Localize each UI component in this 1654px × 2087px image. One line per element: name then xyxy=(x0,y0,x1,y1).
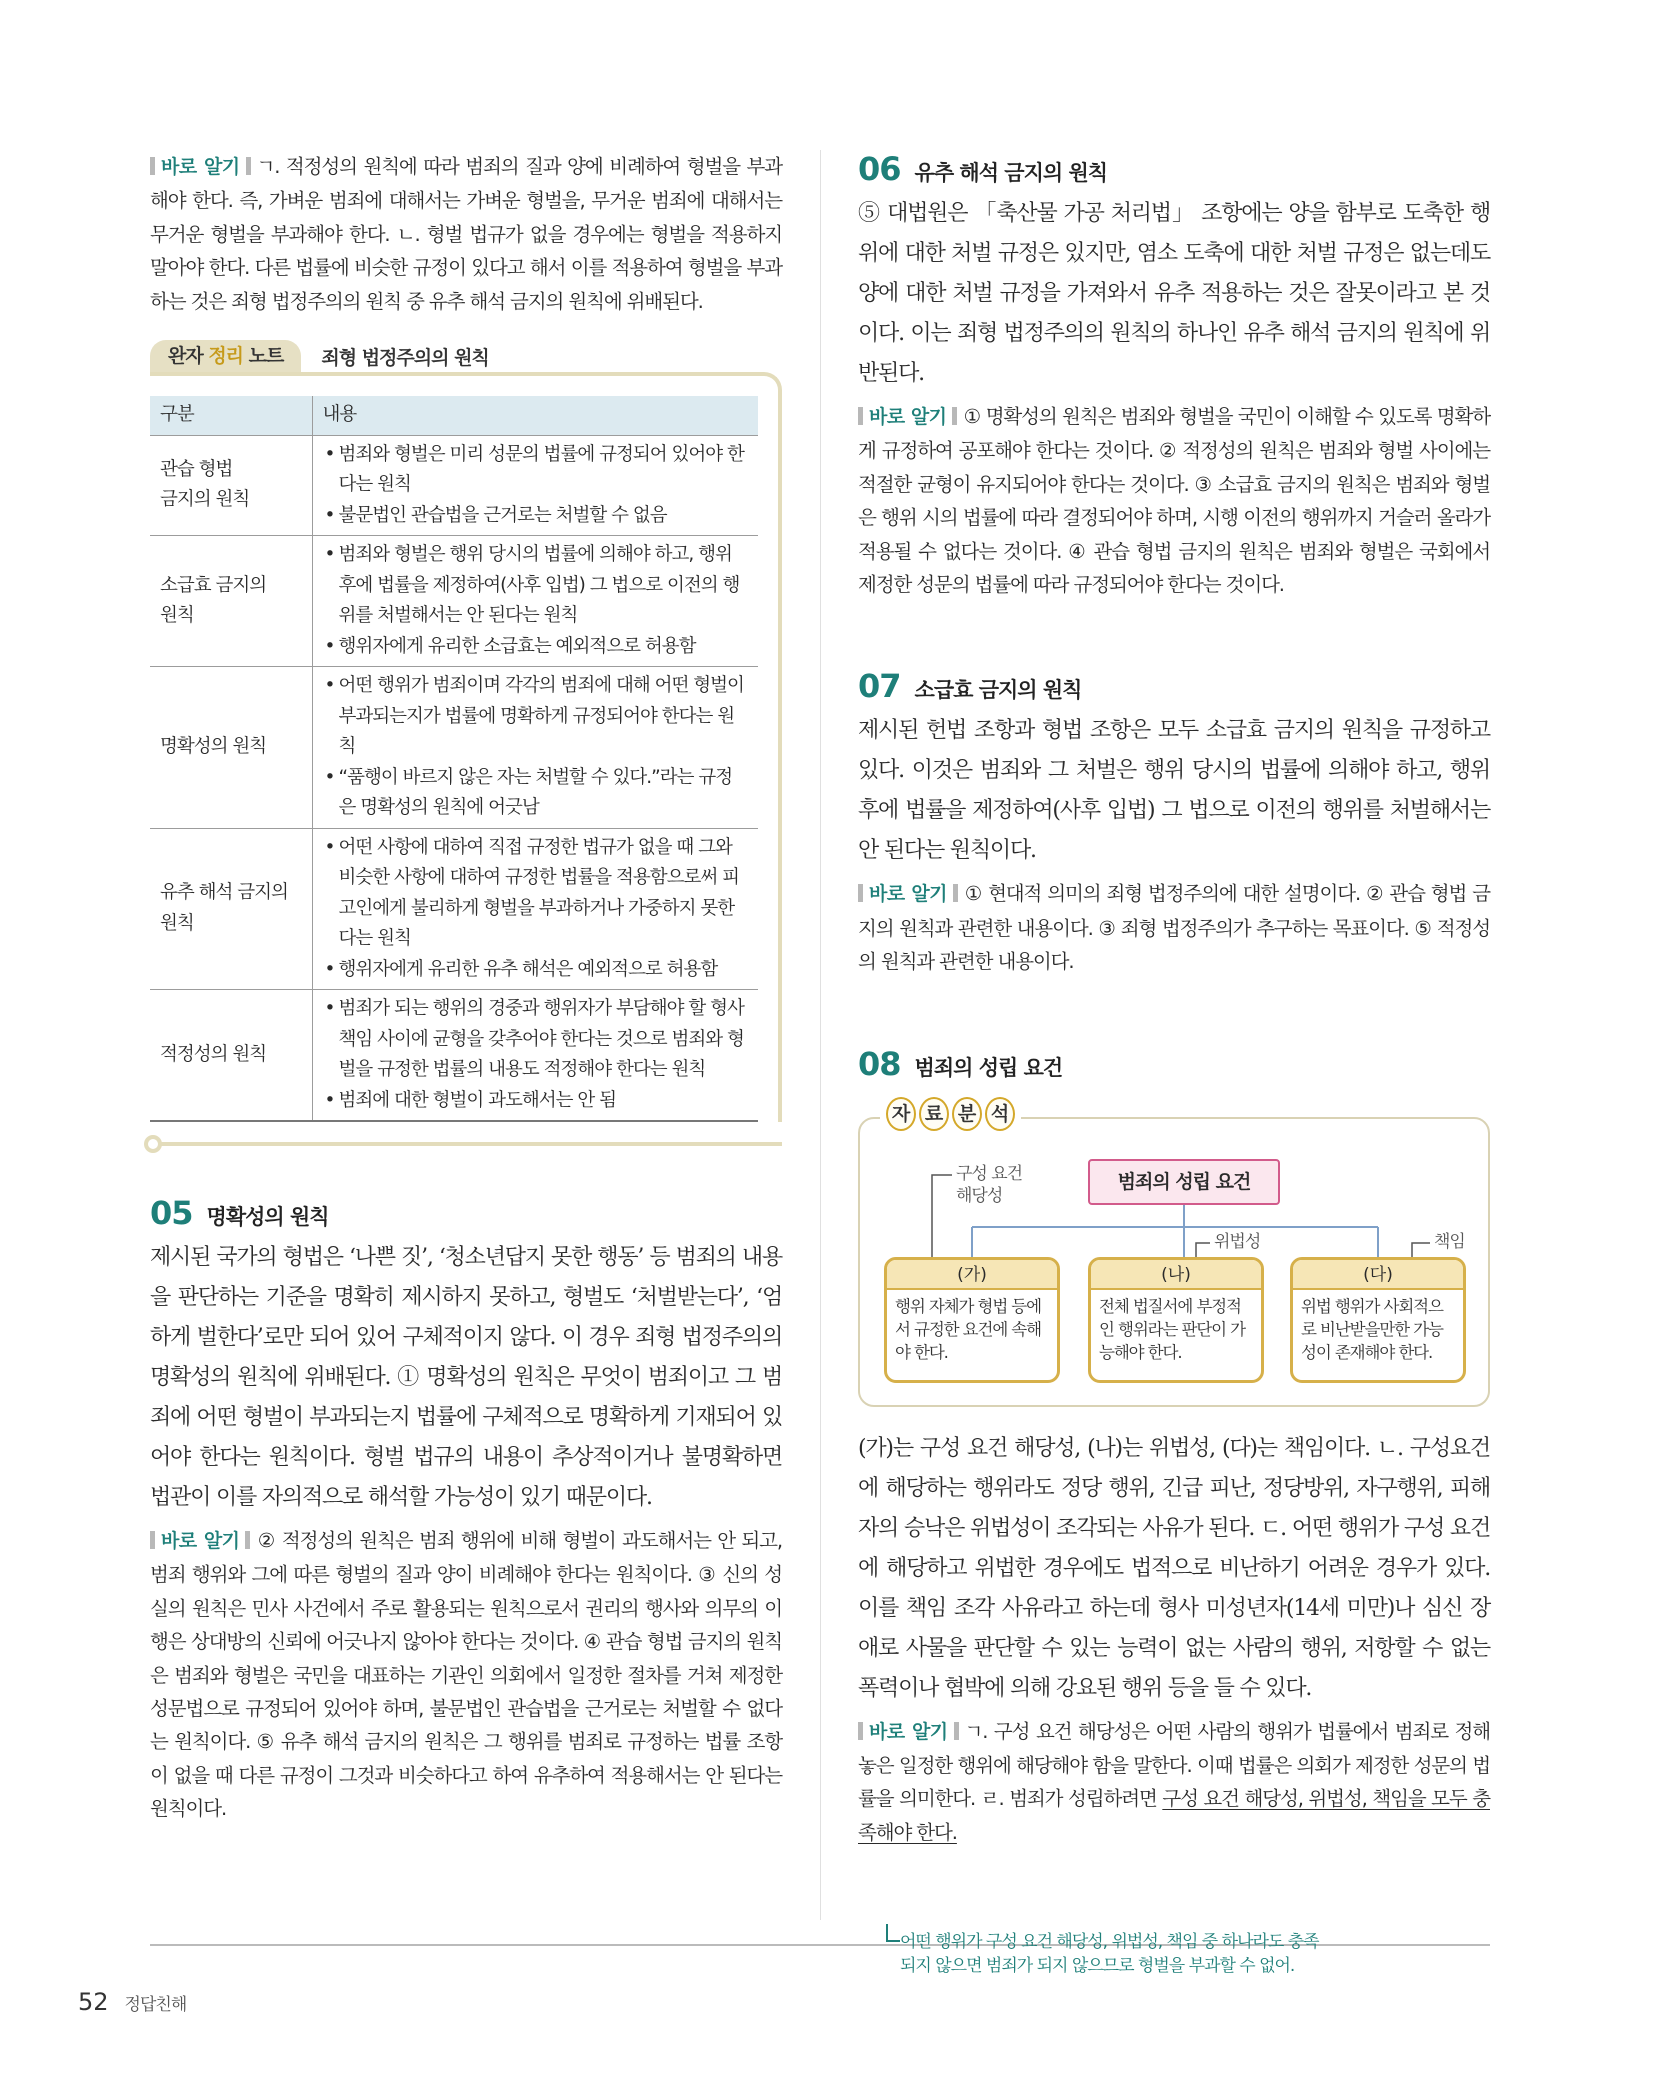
note-end-circle-icon xyxy=(144,1135,162,1153)
card-head: (나) xyxy=(1091,1260,1261,1290)
list-item: • 범죄와 형벌은 행위 당시의 법률에 의해야 하고, 행위 후에 법률을 제정하여(사후 입법) 그 법으로 이전의 행위를 처벌해서는 안 된다는 원칙 xyxy=(323,540,749,632)
principle-name: 명확성의 원칙 xyxy=(150,667,312,829)
label-char: 분 xyxy=(952,1097,982,1131)
right-column xyxy=(858,150,1490,1849)
content-list xyxy=(323,671,749,824)
label-char: 자 xyxy=(886,1097,916,1131)
card-a xyxy=(884,1257,1060,1383)
table-row xyxy=(150,990,758,1122)
content-list xyxy=(323,540,749,662)
section-body: 제시된 국가의 형법은 ‘나쁜 짓’, ‘청소년답지 못한 행동’ 등 범죄의 내용을 판단하는 기준을 명확히 제시하지 못하고, 형벌도 ‘처벌받는다’, ‘엄하게 벌한다’로만 되어 있어 구체적이지 않다. 이 경우 죄형 법정주의의 명확성의 원칙에 위배된다. ① 명확성의 원칙은 무엇이 범죄이고 그 범죄에 어떤 형벌이 부과되는지 법률에 구체적으로 명확하게 기재되어 있어야 한다는 원칙이다. 형벌 법규의 내용이 추상적이거나 불명확하면 법관이 이를 자의적으로 해석할 가능성이 있기 때문이다. xyxy=(150,1245,782,1511)
principle-name: 유추 해석 금지의 원칙 xyxy=(150,828,312,990)
principle-name: 관습 형법 금지의 원칙 xyxy=(150,435,312,536)
check-badge: 바로 알기 xyxy=(858,1721,965,1743)
section-number: 06 xyxy=(858,150,901,188)
section-number: 05 xyxy=(150,1194,193,1233)
intro-check-paragraph: 바로 알기 ㄱ. 적정성의 원칙에 따라 범죄의 질과 양에 비례하여 형벌을 부과해야 한다. 즉, 가벼운 범죄에 대해서는 가벼운 형벌을, 무거운 범죄에 대해서는 무거운 형벌을 부과해야 한다. ㄴ. 형벌 법규가 없을 경우에는 형벌을 적용하지 말아야 한다. 다른 법률에 비슷한 규정이 있다고 해서 이를 적용하여 형벌을 부과하는 것은 죄형 법정주의의 원칙 중 유추 해석 금지의 원칙에 위배된다. xyxy=(150,155,782,313)
table-row xyxy=(150,536,758,667)
section-body: 제시된 헌법 조항과 형법 조항은 모두 소급효 금지의 원칙을 규정하고 있다. 이것은 범죄와 그 처벌은 행위 당시의 법률에 의해야 하고, 행위 후에 법률을 제정하여(사후 입법) 그 법으로 이전의 행위를 처벌해서는 안 된다는 원칙이다. xyxy=(858,718,1490,864)
principle-content xyxy=(312,435,758,536)
check-badge: 바로 알기 xyxy=(858,883,964,905)
principle-name: 적정성의 원칙 xyxy=(150,990,312,1122)
section-07 xyxy=(858,667,1490,978)
list-item: • 어떤 행위가 범죄이며 각각의 범죄에 대해 어떤 형벌이 부과되는지가 법률에 명확하게 규정되어야 한다는 원칙 xyxy=(323,671,749,763)
table-row xyxy=(150,435,758,536)
section-check: 바로 알기 ② 적정성의 원칙은 범죄 행위에 비해 형벌이 과도해서는 안 되고, 범죄 행위와 그에 따른 형벌의 질과 양이 비례해야 한다는 원칙이다. ③ 신의 성실의 원칙은 민사 사건에서 주로 활용되는 원칙으로서 권리의 행사와 의무의 이행은 상대방의 신뢰에 어긋나지 않아야 한다는 것이다. ④ 관습 형법 금지의 원칙은 범죄와 형벌은 국민을 대표하는 기관인 의회에서 일정한 절차를 거쳐 제정한 성문법으로 규정되어 있어야 하며, 불문법인 관습법을 근거로는 처벌할 수 없다는 원칙이다. ⑤ 유추 해석 금지의 원칙은 그 행위를 범죄로 규정하는 법률 조항이 없을 때 다른 규정이 그것과 비슷하다고 하여 유추하여 적용해서는 안 된다는 원칙이다. xyxy=(150,1529,783,1821)
summary-note xyxy=(150,340,782,1146)
card-head: (다) xyxy=(1293,1260,1463,1290)
list-item: • 행위자에게 유리한 유추 해석은 예외적으로 허용함 xyxy=(323,955,749,986)
card-c xyxy=(1290,1257,1466,1383)
card-b xyxy=(1088,1257,1264,1383)
list-item: • 범죄에 대한 형벌이 과도해서는 안 됨 xyxy=(323,1086,749,1117)
section-check: 바로 알기 ㄱ. 구성 요건 해당성은 어떤 사람의 행위가 법률에서 범죄로 정해 놓은 일정한 행위에 해당해야 함을 말한다. 이때 법률은 의회가 제정한 성문의 법률을 의미한다. ㄹ. 범죄가 성립하려면 구성 요건 해당성, 위법성, 책임을 모두 충족해야 한다. xyxy=(858,1719,1490,1844)
label-illegality: 위법성 xyxy=(1214,1231,1261,1252)
principle-content xyxy=(312,536,758,667)
list-item: • 범죄가 되는 행위의 경중과 행위자가 부담해야 할 형사 책임 사이에 균형을 갖추어야 한다는 것으로 범죄와 형벌을 규정한 법률의 내용도 적정해야 한다는 원칙 xyxy=(323,994,749,1086)
section-title: 범죄의 성립 요건 xyxy=(914,1055,1063,1080)
note-box xyxy=(150,372,782,1122)
list-item: • 어떤 사항에 대하여 직접 규정한 법규가 없을 때 그와 비슷한 사항에 대하여 규정한 법률을 적용함으로써 피고인에게 불리하게 형벌을 부과하거나 가중하지 못한다는 원칙 xyxy=(323,833,749,955)
list-item: • “품행이 바르지 않은 자는 처벌할 수 있다.”라는 규정은 명확성의 원칙에 어긋남 xyxy=(323,763,749,824)
card-body: 행위 자체가 형법 등에서 규정한 요건에 속해야 한다. xyxy=(895,1296,1041,1362)
section-08 xyxy=(858,1045,1490,1850)
card-body: 위법 행위가 사회적으로 비난받을만한 가능성이 존재해야 한다. xyxy=(1301,1296,1443,1362)
check-badge: 바로 알기 xyxy=(150,156,257,178)
section-body: ⑤ 대법원은 「축산물 가공 처리법」 조항에는 양을 함부로 도축한 행위에 대한 처벌 규정은 있지만, 염소 도축에 대한 처벌 규정은 없는데도 양에 대한 처벌 규정을 가져와서 유추 적용하는 것은 잘못이라고 본 것이다. 이는 죄형 법정주의의 원칙의 하나인 유추 해석 금지의 원칙에 위반된다. xyxy=(858,201,1490,386)
footnote-hook-icon xyxy=(886,1924,900,1942)
note-tab xyxy=(150,340,782,372)
section-check: 바로 알기 ① 현대적 의미의 죄형 법정주의에 대한 설명이다. ② 관습 형법 금지의 원칙과 관련한 내용이다. ③ 죄형 법정주의가 추구하는 목표이다. ⑤ 적정성의 원칙과 관련한 내용이다. xyxy=(858,882,1490,974)
section-title: 소급효 금지의 원칙 xyxy=(914,678,1082,703)
card-head: (가) xyxy=(887,1260,1057,1290)
header-content: 내용 xyxy=(312,396,758,435)
diagram-title: 범죄의 성립 요건 xyxy=(1088,1159,1280,1205)
left-column xyxy=(150,150,782,1826)
section-title: 명확성의 원칙 xyxy=(206,1205,329,1230)
principle-content xyxy=(312,828,758,990)
header-category: 구분 xyxy=(150,396,312,435)
note-bottom-rule xyxy=(150,1142,782,1146)
section-06 xyxy=(858,150,1490,601)
content-list xyxy=(323,440,749,532)
label-char: 료 xyxy=(919,1097,949,1131)
crime-elements-diagram xyxy=(858,1102,1490,1407)
section-05 xyxy=(150,1194,782,1826)
principle-content xyxy=(312,990,758,1122)
principle-name: 소급효 금지의 원칙 xyxy=(150,536,312,667)
check-badge: 바로 알기 xyxy=(858,406,963,428)
page-footer xyxy=(78,1988,186,2016)
label-char: 석 xyxy=(985,1097,1015,1131)
section-number: 08 xyxy=(858,1044,901,1083)
table-header-row xyxy=(150,396,758,435)
content-list xyxy=(323,833,749,986)
check-badge: 바로 알기 xyxy=(150,1530,256,1552)
footer-label: 정답친해 xyxy=(124,1995,187,2015)
section-number: 07 xyxy=(858,667,901,706)
section-title: 유추 해석 금지의 원칙 xyxy=(914,161,1108,185)
label-constituent: 구성 요건 해당성 xyxy=(956,1163,1023,1206)
list-item: • 범죄와 형벌은 미리 성문의 법률에 규정되어 있어야 한다는 원칙 xyxy=(323,440,749,501)
table-row xyxy=(150,828,758,990)
list-item: • 행위자에게 유리한 소급효는 예외적으로 허용함 xyxy=(323,632,749,663)
principles-table xyxy=(150,396,758,1122)
underlined-text: 구성 요건 해당성, 위법성, 책임을 모두 충족해야 한다. xyxy=(858,1787,1490,1844)
section-body: (가)는 구성 요건 해당성, (나)는 위법성, (다)는 책임이다. ㄴ. 구성요건에 해당하는 행위라도 정당 행위, 긴급 피난, 정당방위, 자구행위, 피해자의 승낙은 위법성이 조각되는 사유가 된다. ㄷ. 어떤 행위가 구성 요건에 해당하고 위법한 경우에도 법적으로 비난하기 어려운 경우가 있다. 이를 책임 조각 사유라고 하는데 형사 미성년자(14세 미만)나 심신 장애로 사물을 판단할 수 있는 능력이 없는 사람의 행위, 저항할 수 없는 폭력이나 협박에 의해 강요된 행위 등을 들 수 있다. xyxy=(858,1435,1490,1701)
note-tab-label: 완자 정리 노트 xyxy=(150,340,301,372)
table-row xyxy=(150,667,758,829)
content-list xyxy=(323,994,749,1116)
page-number: 52 xyxy=(78,1988,109,2016)
list-item: • 불문법인 관습법을 근거로는 처벌할 수 없음 xyxy=(323,501,749,532)
column-divider xyxy=(820,150,821,1920)
footnote: 어떤 행위가 구성 요건 해당성, 위법성, 책임 중 하나라도 충족 되지 않으면 범죄가 되지 않으므로 형벌을 부과할 수 없어. xyxy=(900,1930,1319,1978)
label-responsibility: 책임 xyxy=(1434,1231,1465,1252)
principle-content xyxy=(312,667,758,829)
note-title: 죄형 법정주의의 원칙 xyxy=(321,346,489,369)
card-body: 전체 법질서에 부정적인 행위라는 판단이 가능해야 한다. xyxy=(1099,1296,1245,1362)
section-check: 바로 알기 ① 명확성의 원칙은 범죄와 형벌을 국민이 이해할 수 있도록 명확하게 규정하여 공포해야 한다는 것이다. ② 적정성의 원칙은 범죄와 형벌 사이에는 적절한 균형이 유지되어야 한다는 것이다. ③ 소급효 금지의 원칙은 범죄와 형벌은 행위 시의 법률에 따라 결정되어야 하며, 시행 이전의 행위까지 거슬러 올라가 적용될 수 없다는 것이다. ④ 관습 형법 금지의 원칙은 범죄와 형벌은 국회에서 제정한 성문의 법률에 따라 규정되어야 한다는 것이다. xyxy=(858,405,1490,597)
